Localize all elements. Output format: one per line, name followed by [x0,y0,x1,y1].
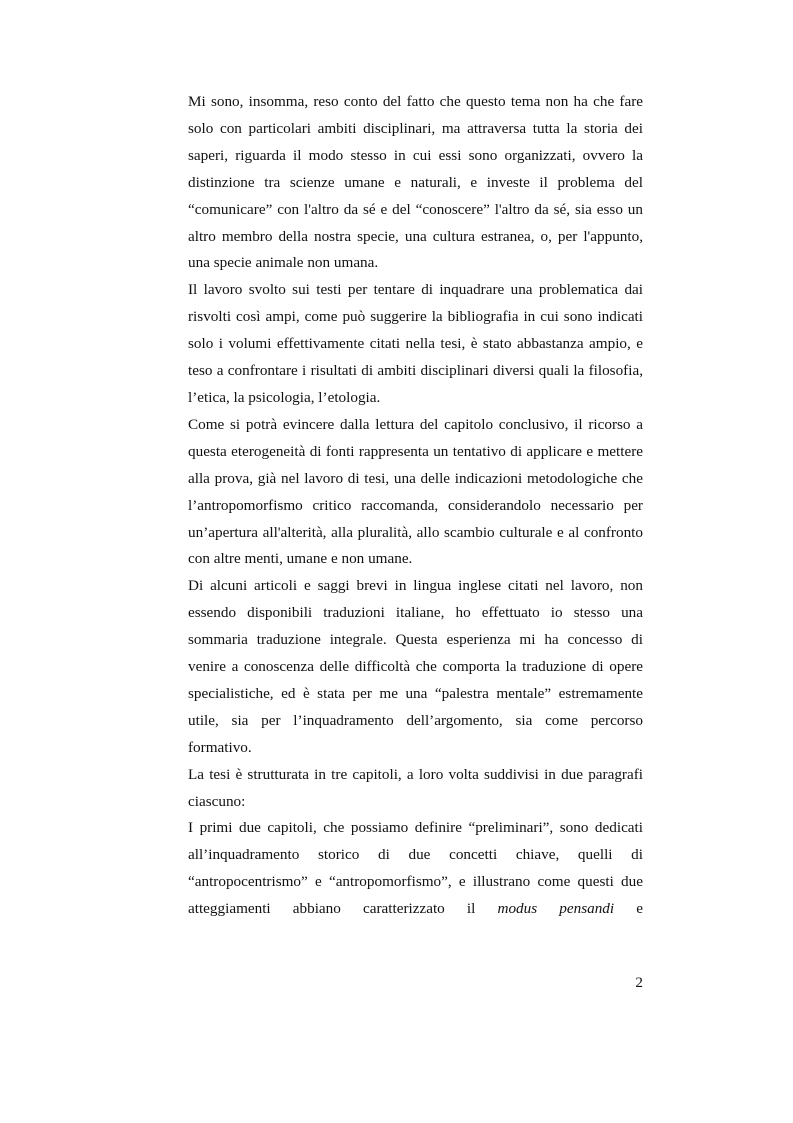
paragraph-6-tail: e [614,900,643,918]
paragraph-3: Come si potrà evincere dalla lettura del capitolo conclusivo, il ricorso a questa eterogeneità di fonti rappresenta un tentativo di applicare e mettere alla prova, già nel lavoro di tesi, una delle indicazioni metodologiche che l’antropomorfismo critico raccomanda, considerandolo necessario per un’apertura all'alterità, alla pluralità, allo scambio culturale e al confronto con altre menti, umane e non umane. [188,415,643,568]
paragraph-1: Mi sono, insomma, reso conto del fatto che questo tema non ha che fare solo con particolari ambiti disciplinari, ma attraversa tutta la storia dei saperi, riguarda il modo stesso in cui essi sono organizzati, ovvero la distinzione tra scienze umane e naturali, e investe il problema del “comunicare” con l'altro da sé e del “conoscere” l'altro da sé, sia esso un altro membro della nostra specie, una cultura estranea, o, per l'appunto, una specie animale non umana. [188,93,643,272]
page-body [188,89,643,923]
paragraph-6 [188,815,643,923]
paragraph-5: La tesi è strutturata in tre capitoli, a loro volta suddivisi in due paragrafi ciascuno: [188,765,643,810]
italic-term: modus pensandi [497,900,615,918]
paragraph-6-text: I primi due capitoli, che possiamo definire “preliminari”, sono dedicati all’inquadramento storico di due concetti chiave, quelli di “antropocentrismo” e “antropomorfismo”, e illustrano come questi due atteggiamenti abbiano caratterizzato il [188,819,643,918]
paragraph-4: Di alcuni articoli e saggi brevi in lingua inglese citati nel lavoro, non essendo disponibili traduzioni italiane, ho effettuato io stesso una sommaria traduzione integrale. Questa esperienza mi ha concesso di venire a conoscenza delle difficoltà che comporta la traduzione di opere specialistiche, ed è stata per me una “palestra mentale” estremamente utile, sia per l’inquadramento dell’argomento, sia come percorso formativo. [188,577,643,756]
page-number: 2 [635,974,643,991]
paragraph-2: Il lavoro svolto sui testi per tentare di inquadrare una problematica dai risvolti così ampi, come può suggerire la bibliografia in cui sono indicati solo i volumi effettivamente citati nella tesi, è stato abbastanza ampio, e teso a confrontare i risultati di ambiti disciplinari diversi quali la filosofia, l’etica, la psicologia, l’etologia. [188,281,643,406]
